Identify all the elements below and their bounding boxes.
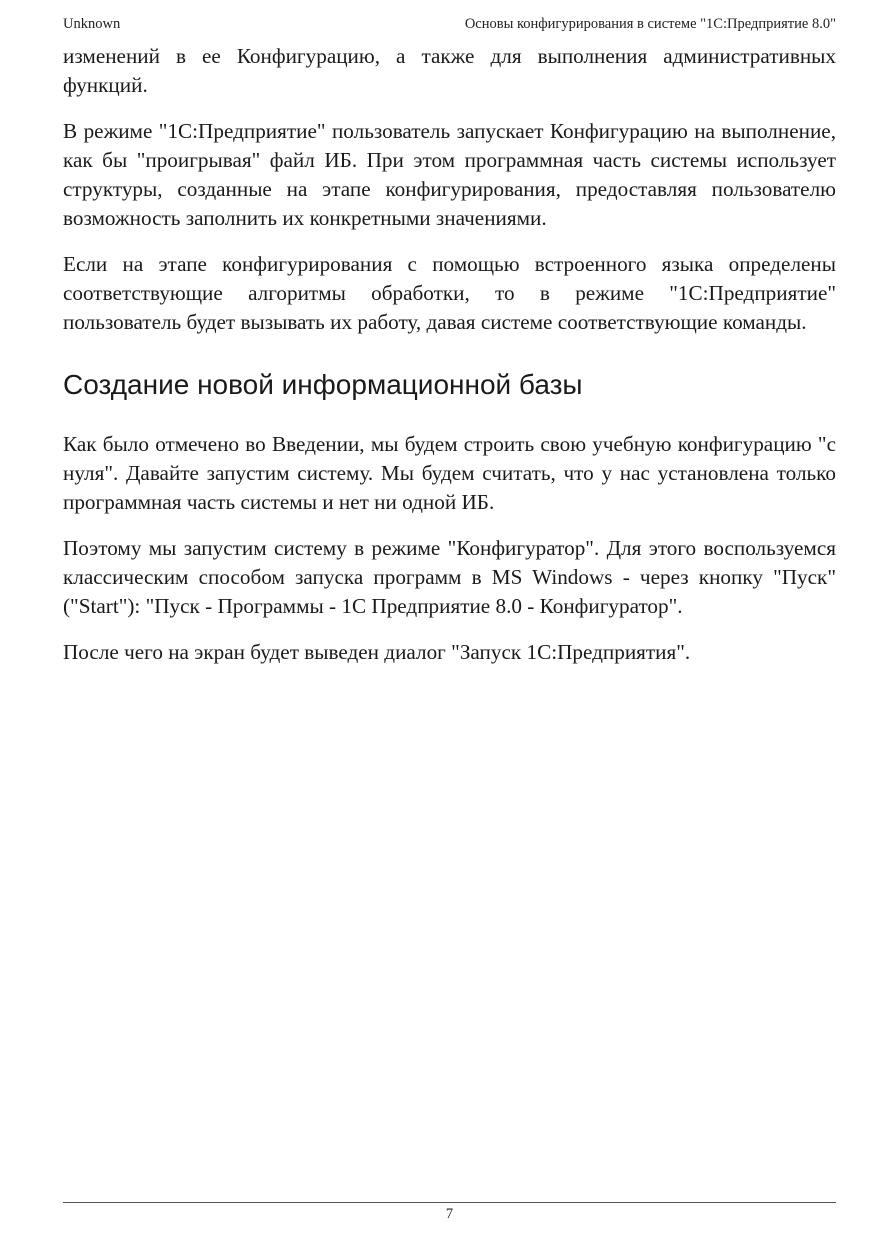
paragraph: Как было отмечено во Введении, мы будем строить свою учебную конфигурацию "с нуля". Давайте запустим систему. Мы будем считать, что у нас установлена только программная часть системы и нет ни одной ИБ.	[63, 432, 836, 514]
paragraph: В режиме "1С:Предприятие" пользователь запускает Конфигурацию на выполнение, как бы "проигрывая" файл ИБ. При этом программная часть системы использует структуры, созданные на этапе конфигурирования, предоставляя пользователю возможность заполнить их конкретными значениями.	[63, 119, 836, 230]
paragraph: Если на этапе конфигурирования с помощью встроенного языка определены соответствующие алгоритмы обработки, то в режиме "1С:Предприятие" пользователь будет вызывать их работу, давая системе соответствующие команды.	[63, 252, 836, 334]
page-number: 7	[445, 1206, 454, 1222]
page-content	[63, 42, 836, 684]
paragraph: После чего на экран будет выведен диалог "Запуск 1С:Предприятия".	[63, 640, 691, 664]
page-header	[63, 16, 836, 36]
paragraph: Поэтому мы запустим систему в режиме "Конфигуратор". Для этого воспользуемся классическим способом запуска программ в MS Windows - через кнопку "Пуск" ("Start"): "Пуск - Программы - 1С Предприятие 8.0 - Конфигуратор".	[63, 536, 836, 618]
header-author: Unknown	[63, 16, 121, 32]
paragraph: изменений в ее Конфигурацию, а также для выполнения административных функций.	[63, 44, 836, 97]
header-document-title: Основы конфигурирования в системе "1С:Предприятие 8.0"	[464, 16, 836, 32]
section-heading: Создание новой информационной базы	[63, 369, 583, 400]
footer-divider	[63, 1202, 836, 1203]
